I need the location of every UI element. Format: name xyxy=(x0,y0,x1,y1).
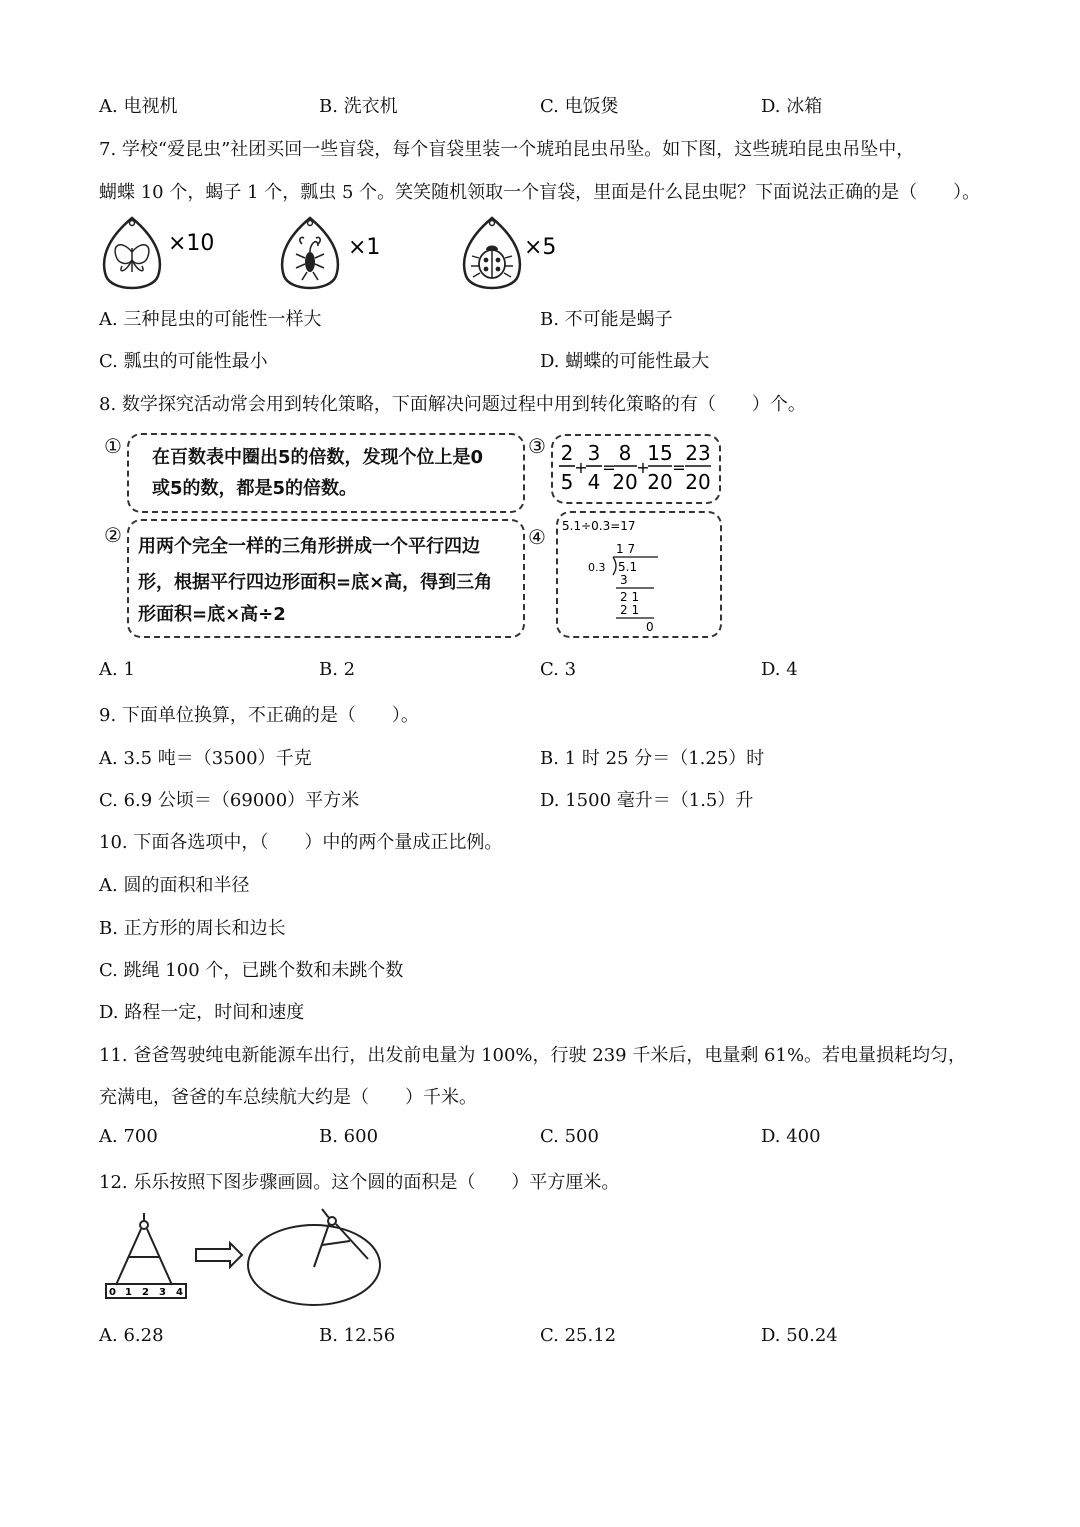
q12-option-b: B. 12.56 xyxy=(319,1325,396,1346)
q7-count-butterfly: ×10 xyxy=(168,231,215,256)
fraction-3-numerator: 8 xyxy=(618,441,632,465)
q8-box4-long-division xyxy=(558,513,718,633)
q12-option-a: A. 6.28 xyxy=(99,1325,164,1346)
q8-option-a: A. 1 xyxy=(99,659,135,680)
division-quotient: 1 7 xyxy=(616,542,636,556)
fraction-4-numerator: 15 xyxy=(647,441,673,465)
q7-option-a: A. 三种昆虫的可能性一样大 xyxy=(99,309,322,330)
fraction-5-numerator: 23 xyxy=(685,441,711,465)
q8-stem: 8. 数学探究活动常会用到转化策略，下面解决问题过程中用到转化策略的有（ ）个。 xyxy=(99,394,806,415)
q7-option-b: B. 不可能是蝎子 xyxy=(540,309,673,330)
butterfly-icon xyxy=(104,218,160,288)
q11-option-d: D. 400 xyxy=(761,1126,821,1147)
q6-option-b: B. 洗衣机 xyxy=(319,96,398,117)
q6-option-c: C. 电饭煲 xyxy=(540,96,619,117)
q8-box3-number: ③ xyxy=(528,434,546,458)
fraction-5-denominator: 20 xyxy=(685,470,711,494)
op-1: + xyxy=(574,458,588,477)
q8-option-d: D. 4 xyxy=(761,659,798,680)
right-arrow-icon xyxy=(196,1243,242,1267)
q9-option-c: C. 6.9 公顷＝（69000）平方米 xyxy=(99,790,360,811)
division-step-3: 2 1 xyxy=(620,603,640,617)
q8-box1-number: ① xyxy=(104,434,122,458)
svg-text:0: 0 xyxy=(109,1287,116,1298)
q7-option-d: D. 蝴蝶的可能性最大 xyxy=(540,351,710,372)
q11-option-c: C. 500 xyxy=(540,1126,599,1147)
q8-box2-line1: 用两个完全一样的三角形拼成一个平行四边 xyxy=(138,536,480,557)
division-equation: 5.1÷0.3=17 xyxy=(562,519,636,533)
q7-pendant-figure xyxy=(96,214,576,296)
q7-stem-line1: 7. 学校“爱昆虫”社团买回一些盲袋，每个盲袋里装一个琥珀昆虫吊坠。如下图，这些琥珀昆虫吊坠中， xyxy=(99,139,915,160)
q8-box4-number: ④ xyxy=(528,525,546,549)
division-step-2: 2 1 xyxy=(620,590,640,604)
q9-option-b: B. 1 时 25 分＝（1.25）时 xyxy=(540,748,765,769)
fraction-1-denominator: 5 xyxy=(560,470,574,494)
q7-stem-line2: 蝴蝶 10 个，蝎子 1 个，瓢虫 5 个。笑笑随机领取一个盲袋，里面是什么昆虫呢？下面说法正确的是（ ）。 xyxy=(99,182,981,203)
q12-option-d: D. 50.24 xyxy=(761,1325,838,1346)
q8-box1-line1: 在百数表中圈出5的倍数，发现个位上是0 xyxy=(152,447,484,468)
q10-option-b: B. 正方形的周长和边长 xyxy=(99,918,286,939)
division-step-1: 3 xyxy=(620,573,628,587)
q7-count-scorpion: ×1 xyxy=(348,235,381,260)
compass-drawing-icon xyxy=(314,1209,368,1267)
fraction-2-denominator: 4 xyxy=(587,470,601,494)
division-step-4: 0 xyxy=(646,620,654,633)
q12-compass-figure xyxy=(100,1205,390,1310)
q11-option-b: B. 600 xyxy=(319,1126,379,1147)
q12-stem: 12. 乐乐按照下图步骤画圆。这个圆的面积是（ ）平方厘米。 xyxy=(99,1172,620,1193)
q9-stem: 9. 下面单位换算，不正确的是（ ）。 xyxy=(99,705,419,726)
q10-option-d: D. 路程一定，时间和速度 xyxy=(99,1002,305,1023)
q6-option-d: D. 冰箱 xyxy=(761,96,823,117)
fraction-3-denominator: 20 xyxy=(612,470,638,494)
q11-stem-line1: 11. 爸爸驾驶纯电新能源车出行，出发前电量为 100%，行驶 239 千米后，电量剩 61%。若电量损耗均匀， xyxy=(99,1045,967,1066)
ruler-ticks xyxy=(109,1287,183,1298)
compass-on-ruler-icon xyxy=(116,1213,172,1285)
fraction-4-denominator: 20 xyxy=(647,470,673,494)
q9-option-a: A. 3.5 吨＝（3500）千克 xyxy=(99,748,312,769)
q10-stem: 10. 下面各选项中，（ ）中的两个量成正比例。 xyxy=(99,832,503,853)
svg-text:4: 4 xyxy=(176,1287,183,1298)
fraction-2-numerator: 3 xyxy=(587,441,601,465)
q8-box2-line2: 形，根据平行四边形面积=底×高，得到三角 xyxy=(138,572,493,593)
op-2: = xyxy=(602,458,616,477)
q10-option-c: C. 跳绳 100 个，已跳个数和未跳个数 xyxy=(99,960,404,981)
q8-box1-line2: 或5的数，都是5的倍数。 xyxy=(152,478,358,499)
svg-text:3: 3 xyxy=(159,1287,166,1298)
op-4: = xyxy=(672,458,686,477)
q7-option-c: C. 瓢虫的可能性最小 xyxy=(99,351,268,372)
division-divisor: 0.3 xyxy=(588,561,606,574)
svg-text:2: 2 xyxy=(142,1287,149,1298)
q8-box2-number: ② xyxy=(104,523,122,547)
op-3: + xyxy=(636,458,650,477)
q8-option-c: C. 3 xyxy=(540,659,577,680)
q7-count-ladybug: ×5 xyxy=(524,235,557,260)
svg-text:1: 1 xyxy=(125,1287,132,1298)
division-dividend: 5.1 xyxy=(618,560,638,574)
q10-option-a: A. 圆的面积和半径 xyxy=(99,875,250,896)
q11-stem-line2: 充满电，爸爸的车总续航大约是（ ）千米。 xyxy=(99,1087,477,1108)
q8-box2-line3: 形面积=底×高÷2 xyxy=(138,604,286,625)
q11-option-a: A. 700 xyxy=(99,1126,158,1147)
q12-option-c: C. 25.12 xyxy=(540,1325,617,1346)
ladybug-icon xyxy=(464,218,520,288)
scorpion-icon xyxy=(282,218,338,288)
q8-box3-fraction-sum xyxy=(553,436,717,498)
q8-option-b: B. 2 xyxy=(319,659,356,680)
fraction-1-numerator: 2 xyxy=(560,441,574,465)
q6-option-a: A. 电视机 xyxy=(99,96,178,117)
q9-option-d: D. 1500 毫升＝（1.5）升 xyxy=(540,790,754,811)
